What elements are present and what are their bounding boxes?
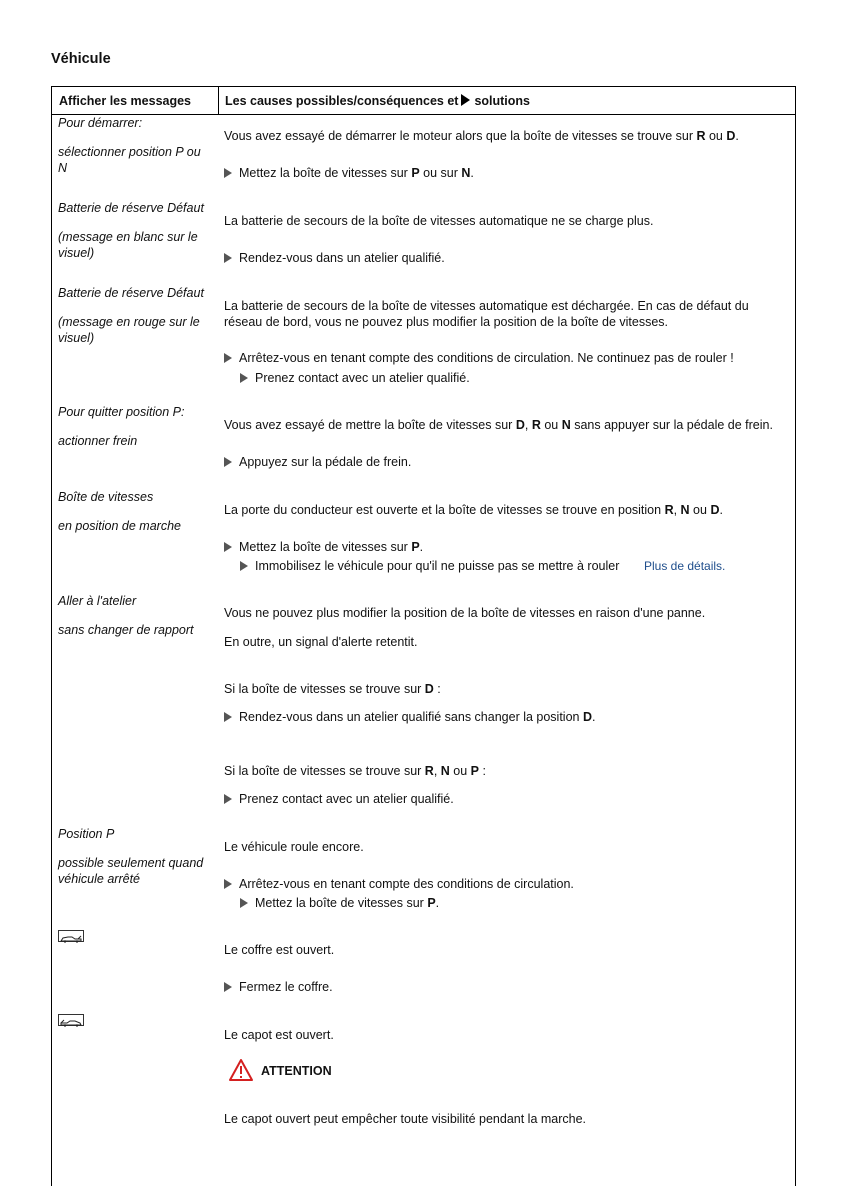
cause-battery-red: La batterie de secours de la boîte de vitesses automatique est déchargée. En cas de défaut du [224,299,749,313]
cause-hood: Le capot est ouvert. [224,1028,334,1042]
cause-trunk: Le coffre est ouvert. [224,943,335,957]
solution-workshop-rnp: Prenez contact avec un atelier qualifié. [224,791,454,807]
msg-gear-drive: Boîte de vitesses [58,490,154,504]
msg-position-p-line3: véhicule arrêté [58,872,140,886]
header-messages: Afficher les messages [59,94,192,108]
warning-text: Le capot ouvert peut empêcher toute visibilité pendant la marche. [224,1112,587,1126]
solution-battery-red-sub: Prenez contact avec un atelier qualifié. [240,370,470,386]
cause-battery-red-line2: réseau de bord, vous ne pouvez plus modifier la position de la boîte de vitesses. [224,315,669,329]
solution-leave-p: Appuyez sur la pédale de frein. [224,454,411,470]
msg-battery-white-line2: (message en blanc sur le [58,230,198,244]
arrow-icon [224,353,232,363]
cause-start: Vous avez essayé de démarrer le moteur alors que la boîte de vitesses se trouve sur R ou D. [224,129,739,143]
section-title: Véhicule [51,51,111,67]
arrow-icon [224,168,232,178]
solution-battery-red: Arrêtez-vous en tenant compte des conditions de circulation. Ne continuez pas de rouler ! [224,350,734,366]
solution-battery-white: Rendez-vous dans un atelier qualifié. [224,250,445,266]
msg-battery-white: Batterie de réserve Défaut [58,201,204,215]
arrow-icon [224,712,232,722]
solution-workshop-d: Rendez-vous dans un atelier qualifié sans changer la position D. [224,709,595,725]
arrow-icon [224,542,232,552]
header-causes: Les causes possibles/conséquences et solutions [225,94,531,108]
car-hood-open-icon [58,1014,84,1026]
condition-d: Si la boîte de vitesses se trouve sur D : [224,682,441,696]
msg-leave-p: Pour quitter position P: [58,405,185,419]
solution-trunk: Fermez le coffre. [224,979,333,995]
solution-gear-drive-sub: Immobilisez le véhicule pour qu'il ne puisse pas se mettre à rouler [240,558,619,574]
msg-leave-p-line2: actionner frein [58,434,138,448]
msg-gear-drive-line2: en position de marche [58,519,181,533]
cause-leave-p: Vous avez essayé de mettre la boîte de vitesses sur D, R ou N sans appuyer sur la pédale de frein. [224,418,773,432]
warning-label: ATTENTION [261,1064,332,1078]
solution-gear-drive: Mettez la boîte de vitesses sur P. [224,539,423,555]
arrow-icon [224,879,232,889]
msg-battery-white-line3: visuel) [58,246,95,260]
arrow-icon [240,561,248,571]
car-trunk-open-icon [58,930,84,942]
arrow-icon [224,457,232,467]
solution-position-p-sub: Mettez la boîte de vitesses sur P. [240,895,439,911]
arrow-icon [224,982,232,992]
warning-triangle-icon [228,1058,254,1082]
msg-workshop: Aller à l'atelier [58,594,137,608]
cause-battery-white: La batterie de secours de la boîte de vitesses automatique ne se charge plus. [224,214,654,228]
condition-rnp: Si la boîte de vitesses se trouve sur R, N ou P : [224,764,486,778]
msg-start-line2: sélectionner position P ou [58,145,201,159]
more-details-link[interactable]: Plus de détails. [644,559,726,573]
msg-battery-red-line3: visuel) [58,331,95,345]
arrow-icon [240,373,248,383]
msg-position-p: Position P [58,827,115,841]
arrow-icon [461,94,470,106]
msg-position-p-line2: possible seulement quand [58,856,204,870]
arrow-icon [224,253,232,263]
msg-start: Pour démarrer: [58,116,143,130]
arrow-icon [240,898,248,908]
solution-position-p: Arrêtez-vous en tenant compte des conditions de circulation. [224,876,574,892]
msg-start-line3: N [58,161,68,175]
cause-gear-drive: La porte du conducteur est ouverte et la boîte de vitesses se trouve en position R, N ou D. [224,503,723,517]
msg-battery-red-line2: (message en rouge sur le [58,315,200,329]
arrow-icon [224,794,232,804]
solution-start: Mettez la boîte de vitesses sur P ou sur N. [224,165,474,181]
cause-workshop: Vous ne pouvez plus modifier la position de la boîte de vitesses en raison d'une panne. [224,606,706,620]
column-divider [218,87,219,115]
cause-position-p: Le véhicule roule encore. [224,840,364,854]
msg-battery-red: Batterie de réserve Défaut [58,286,204,300]
msg-workshop-line2: sans changer de rapport [58,623,194,637]
cause-workshop-line2: En outre, un signal d'alerte retentit. [224,635,418,649]
table-header [52,87,795,115]
